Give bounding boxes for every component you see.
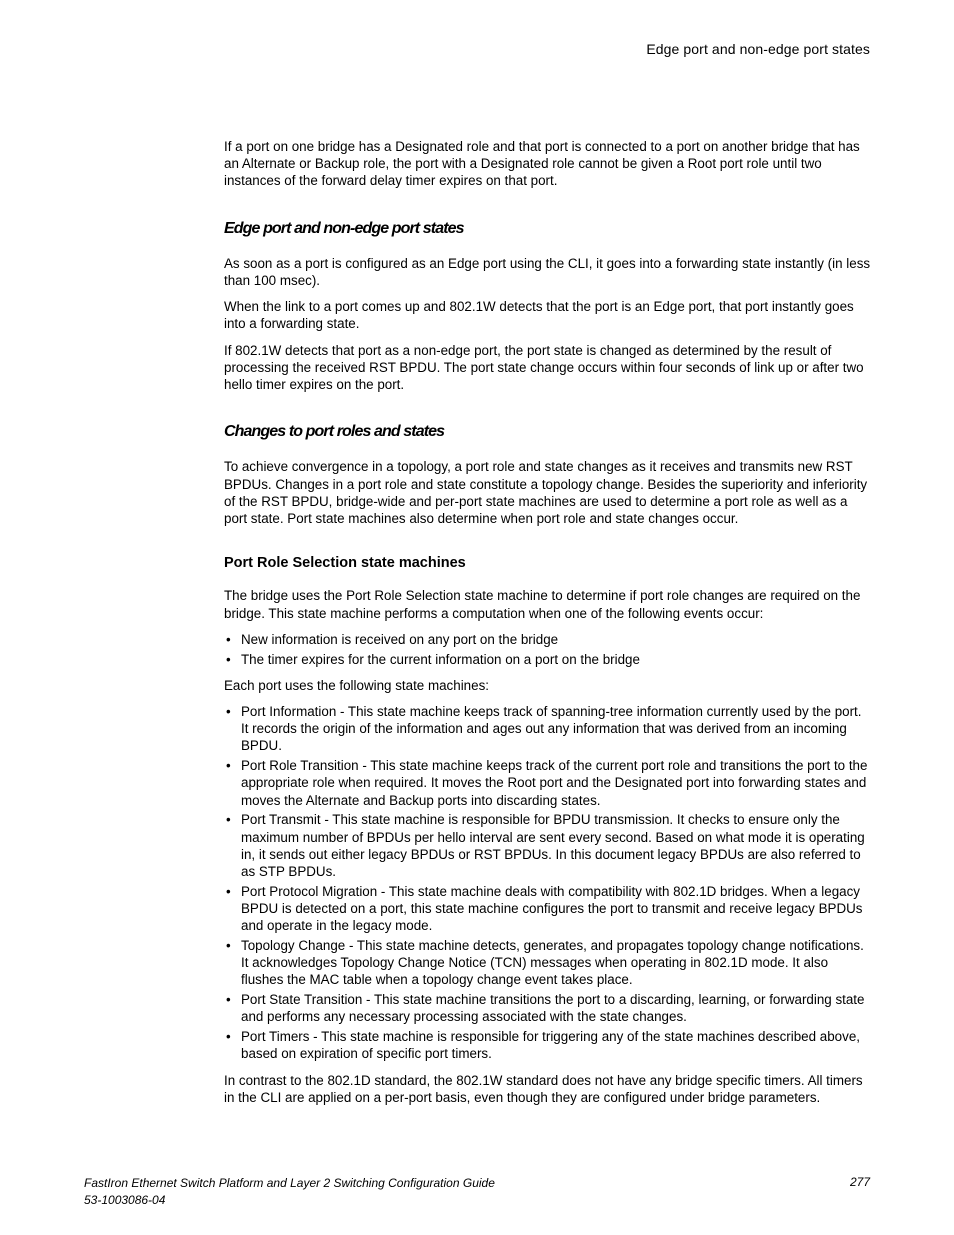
- page-number: 277: [849, 1175, 870, 1189]
- footer-doc-number: 53-1003086-04: [84, 1192, 166, 1207]
- running-header: Edge port and non-edge port states: [646, 41, 870, 57]
- list-item: • Port State Transition - This state machine transitions the port to a discarding, learning, or forwarding state and performs any necessary processing associated with the state changes.: [224, 991, 872, 1025]
- closing-paragraph: In contrast to the 802.1D standard, the 802.1W standard does not have any bridge specific timers. All timers in the CLI are applied on a per-port basis, even though they are configured under bridge parameters.: [224, 1072, 863, 1105]
- list-item: • Port Timers - This state machine is responsible for triggering any of the state machines described above, based on expiration of specific port timers.: [224, 1028, 872, 1062]
- section-title-edge: Edge port and non-edge port states: [224, 219, 464, 237]
- page-footer: [84, 1175, 495, 1208]
- machines-intro-paragraph: Each port uses the following state machines:: [224, 677, 489, 693]
- edge-paragraph-2: When the link to a port comes up and 802.1W detects that the port is an Edge port, that port instantly goes into a forwarding state.: [224, 299, 854, 332]
- event-list: [224, 631, 872, 668]
- list-item: • Topology Change - This state machine detects, generates, and propagates topology change notifications. It acknowledges Topology Change Notice (TCN) messages when operating in 802.1D mode. It also flushes the MAC table when a topology change event takes place.: [224, 937, 872, 989]
- list-item: • Port Transmit - This state machine is responsible for BPDU transmission. It checks to ensure only the maximum number of BPDUs per hello interval are sent every second. Based on what mode it is operating in, it sends out either legacy BPDUs or RST BPDUs. In this document legacy BPDUs are also referred to as STP BPDUs.: [224, 811, 872, 880]
- list-item: • New information is received on any port on the bridge: [224, 631, 872, 648]
- changes-paragraph: To achieve convergence in a topology, a port role and state changes as it receives and transmits new RST BPDUs. Changes in a port role and state constitute a topology change. Besides the superiority and inferiority of the RST BPDU, bridge-wide and per-port state machines are used to determine a port role as well as a port state. Port state machines also determine when port role and state changes occur.: [224, 459, 868, 527]
- section-title-changes: Changes to port roles and states: [224, 423, 445, 441]
- state-machine-list: [224, 703, 872, 1063]
- footer-guide-title: FastIron Ethernet Switch Platform and Layer 2 Switching Configuration Guide: [84, 1176, 495, 1190]
- edge-paragraph-3: If 802.1W detects that port as a non-edge port, the port state is changed as determined by the result of processing the received RST BPDU. The port state change occurs within four seconds of link up or after two hello timer expires on the port.: [224, 342, 864, 393]
- prs-intro-paragraph: The bridge uses the Port Role Selection state machine to determine if port role changes are required on the bridge. This state machine performs a computation when one of the following events occur:: [224, 588, 861, 621]
- edge-paragraph-1: As soon as a port is configured as an Edge port using the CLI, it goes into a forwarding state instantly (in less than 100 msec).: [224, 255, 871, 289]
- list-item: • The timer expires for the current information on a port on the bridge: [224, 651, 872, 668]
- intro-paragraph: If a port on one bridge has a Designated role and that port is connected to a port on another bridge that has an Alternate or Backup role, the port with a Designated role cannot be given a Root port role until two instances of the forward delay timer expires on that port.: [224, 139, 860, 189]
- page-content: [224, 138, 872, 1115]
- list-item: • Port Protocol Migration - This state machine deals with compatibility with 802.1D bridges. When a legacy BPDU is detected on a port, this state machine configures the port to transmit and receive legacy BPDUs and operate in the legacy mode.: [224, 883, 872, 935]
- list-item: • Port Role Transition - This state machine keeps track of the current port role and transitions the port to the appropriate role when required. It moves the Root port and the Designated port into forwarding states and moves the Alternate and Backup ports into discarding states.: [224, 757, 872, 809]
- list-item: • Port Information - This state machine keeps track of spanning-tree information currently used by the port. It records the origin of the information and ages out any information that was derived from an incoming BPDU.: [224, 703, 872, 755]
- subsection-title-prs: Port Role Selection state machines: [224, 555, 466, 572]
